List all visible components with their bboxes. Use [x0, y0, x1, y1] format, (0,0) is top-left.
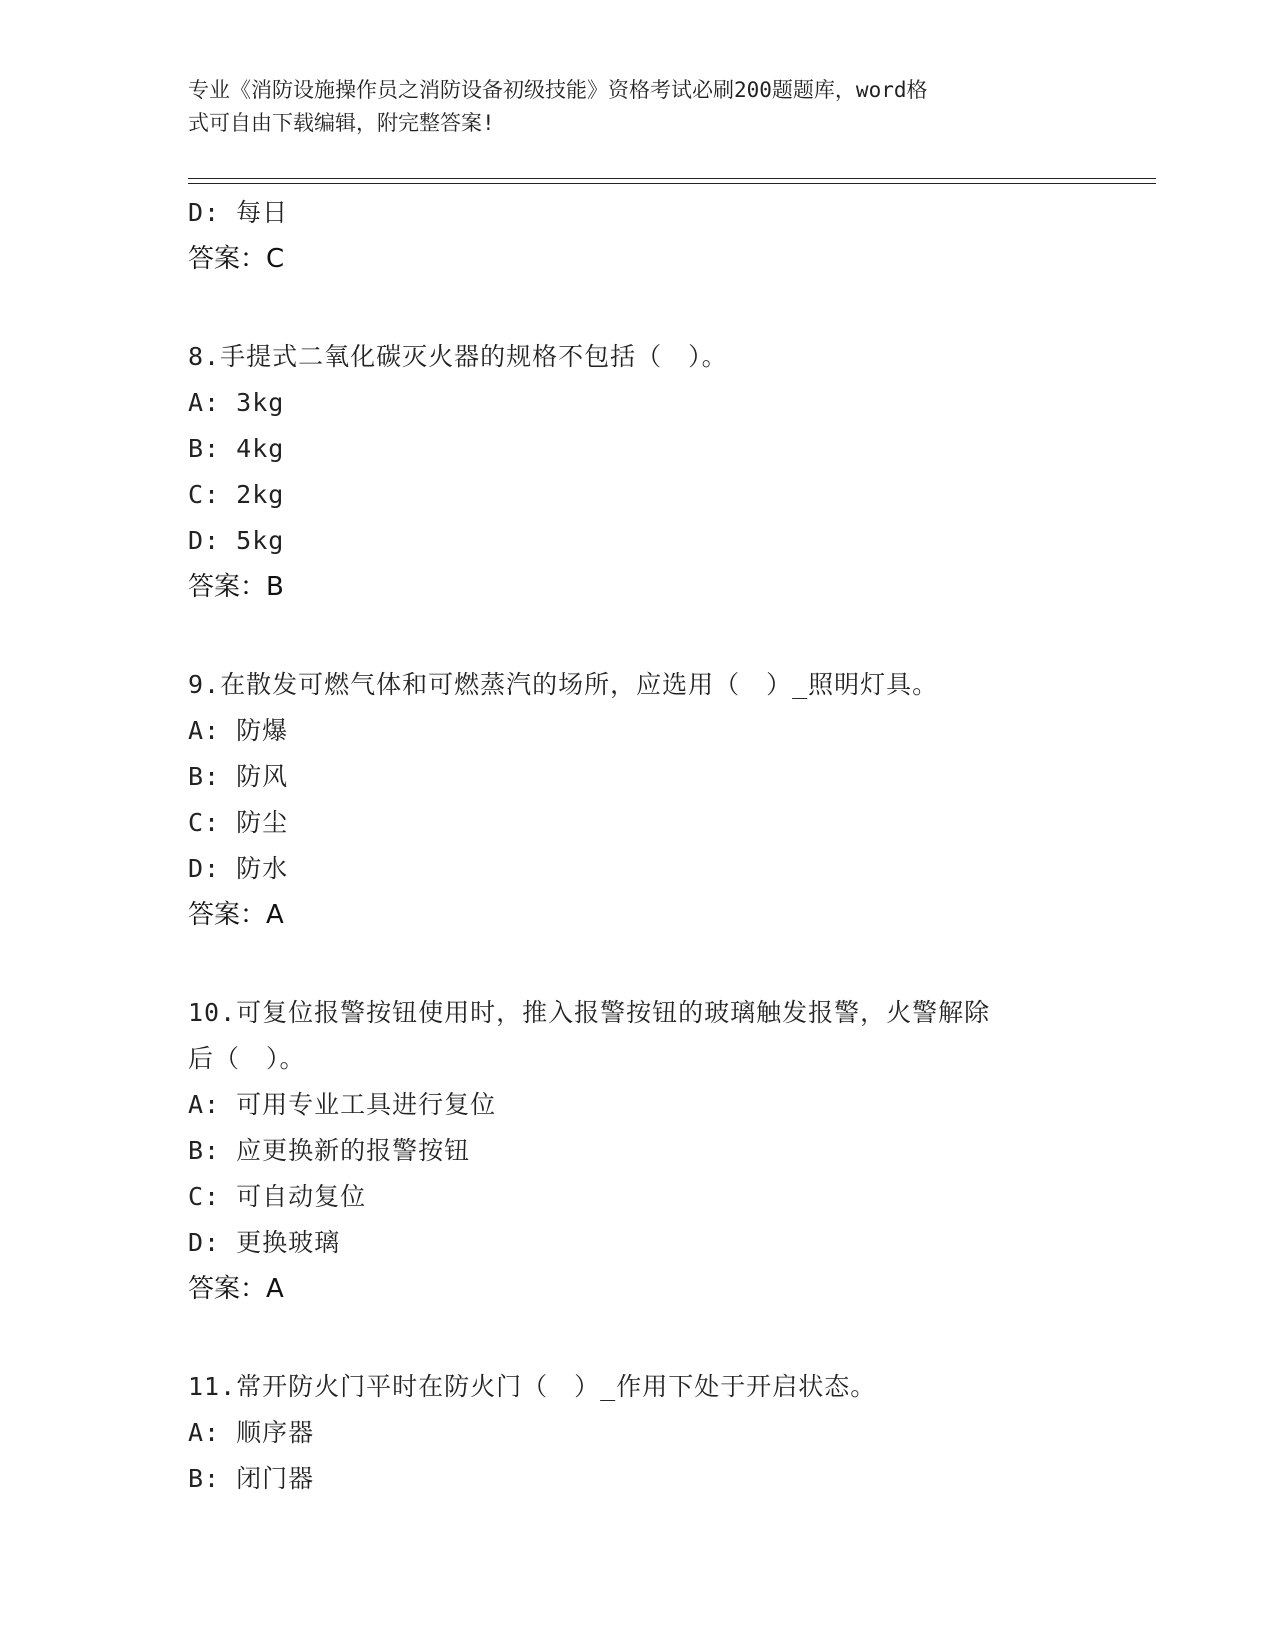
option-c: C: 可自动复位: [188, 1182, 367, 1211]
option-a: A: 可用专业工具进行复位: [188, 1090, 497, 1119]
question-list: [188, 190, 1088, 1502]
question-stem: 8.手提式二氧化碳灭火器的规格不包括（ ）。: [188, 342, 728, 371]
document-header: [188, 74, 1088, 140]
option-c: C: 2kg: [188, 480, 285, 509]
question-10: [188, 990, 1088, 1312]
option-a: A: 3kg: [188, 388, 285, 417]
prev-answer: 答案：C: [188, 244, 285, 274]
answer: 答案：A: [188, 900, 284, 930]
question-stem: 11.常开防火门平时在防火门（ ）_作用下处于开启状态。: [188, 1372, 877, 1401]
header-line-1: 专业《消防设施操作员之消防设备初级技能》资格考试必刷200题题库，word格: [188, 78, 928, 102]
option-b: B: 闭门器: [188, 1464, 315, 1493]
option-a: A: 防爆: [188, 716, 289, 745]
answer: 答案：A: [188, 1274, 284, 1304]
answer: 答案：B: [188, 572, 284, 602]
question-stem: 9.在散发可燃气体和可燃蒸汽的场所，应选用（ ）_照明灯具。: [188, 670, 939, 699]
option-b: B: 防风: [188, 762, 289, 791]
question-stem-line-2: 后（ ）。: [188, 1044, 306, 1073]
question-8: [188, 334, 1088, 610]
option-a: A: 顺序器: [188, 1418, 315, 1447]
prev-option-d: D: 每日: [188, 198, 289, 227]
option-d: D: 防水: [188, 854, 289, 883]
option-d: D: 更换玻璃: [188, 1228, 341, 1257]
option-b: B: 应更换新的报警按钮: [188, 1136, 471, 1165]
question-stem-line-1: 10.可复位报警按钮使用时，推入报警按钮的玻璃触发报警，火警解除: [188, 998, 991, 1027]
option-d: D: 5kg: [188, 526, 285, 555]
question-11: [188, 1364, 1088, 1502]
header-divider-top: [188, 178, 1156, 179]
question-9: [188, 662, 1088, 938]
header-line-2: 式可自由下载编辑，附完整答案!: [188, 111, 495, 135]
header-divider-bottom: [188, 183, 1156, 184]
option-b: B: 4kg: [188, 434, 285, 463]
option-c: C: 防尘: [188, 808, 289, 837]
